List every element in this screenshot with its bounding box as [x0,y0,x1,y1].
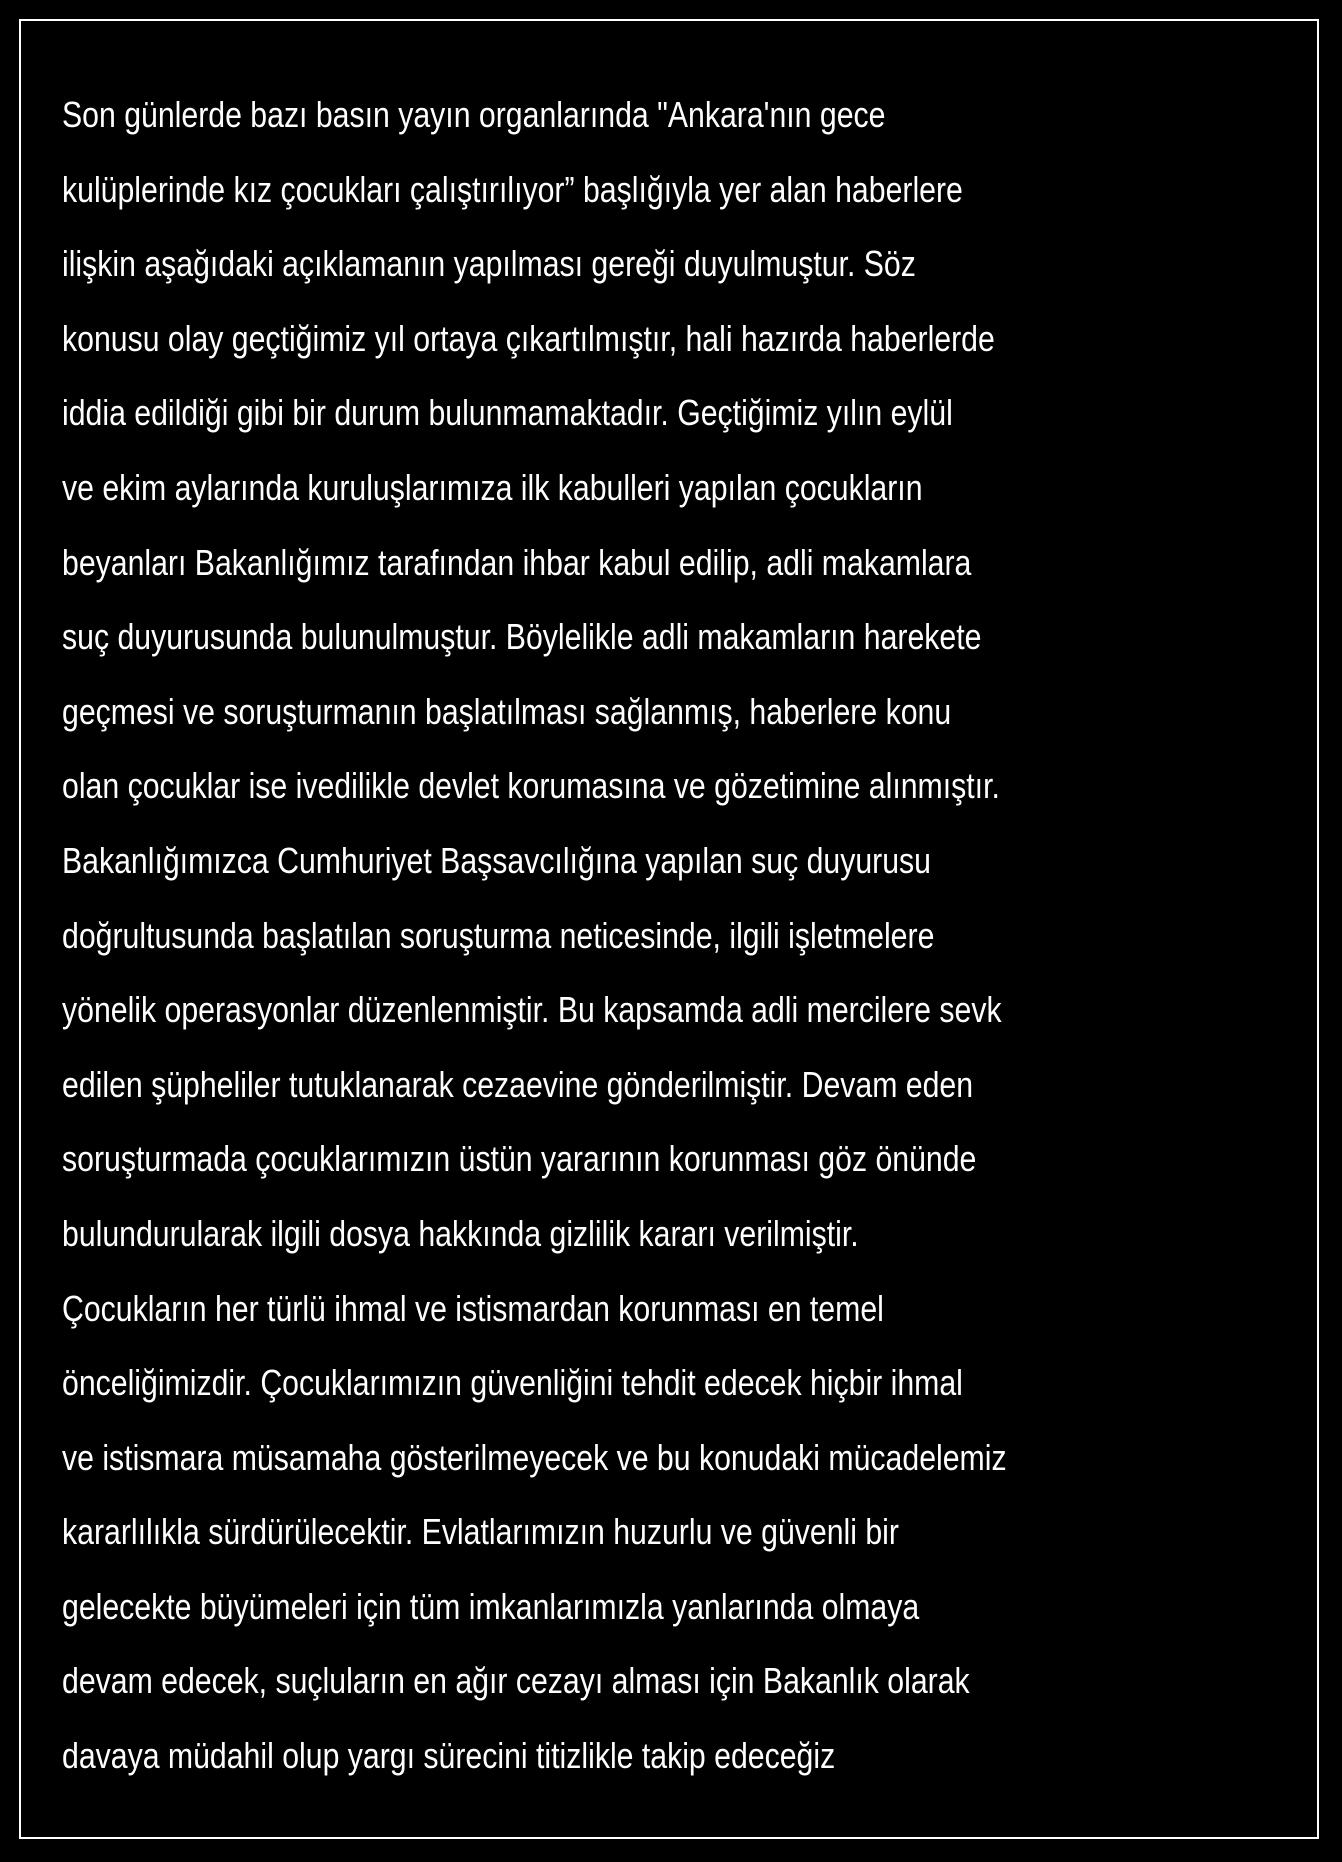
statement-line: suç duyurusunda bulunulmuştur. Böylelikle adli makamların harekete [62,616,982,658]
statement-line: kulüplerinde kız çocukları çalıştırılıyor” başlığıyla yer alan haberlere [62,168,963,210]
statement-line: doğrultusunda başlatılan soruşturma neticesinde, ilgili işletmelere [62,914,935,956]
statement-line: devam edecek, suçluların en ağır cezayı alması için Bakanlık olarak [62,1660,970,1702]
statement-line: soruşturmada çocuklarımızın üstün yararının korunması göz önünde [62,1138,977,1180]
statement-line: ilişkin aşağıdaki açıklamanın yapılması gereği duyulmuştur. Söz [62,243,916,285]
statement-line: geçmesi ve soruşturmanın başlatılması sağlanmış, haberlere konu [62,690,952,732]
statement-line: olan çocuklar ise ivedilikle devlet korumasına ve gözetimine alınmıştır. [62,765,1000,807]
statement-line: ve ekim aylarında kuruluşlarımıza ilk kabulleri yapılan çocukların [62,466,923,508]
statement-text [62,78,1104,1794]
statement-line: davaya müdahil olup yargı sürecini titizlikle takip edeceğiz [62,1735,836,1777]
statement-line: Bakanlığımızca Cumhuriyet Başsavcılığına yapılan suç duyurusu [62,839,931,881]
statement-line: gelecekte büyümeleri için tüm imkanlarımızla yanlarında olmaya [62,1585,920,1627]
statement-line: beyanları Bakanlığımız tarafından ihbar kabul edilip, adli makamlara [62,541,972,583]
statement-line: önceliğimizdir. Çocuklarımızın güvenliğini tehdit edecek hiçbir ihmal [62,1362,963,1404]
statement-line: bulundurularak ilgili dosya hakkında gizlilik kararı verilmiştir. [62,1212,859,1254]
statement-line: Çocukların her türlü ihmal ve istismardan korunması en temel [62,1287,884,1329]
statement-line: ve istismara müsamaha gösterilmeyecek ve bu konudaki mücadelemiz [62,1436,1007,1478]
statement-line: Son günlerde bazı basın yayın organlarında "Ankara'nın gece [62,94,886,135]
statement-line: yönelik operasyonlar düzenlenmiştir. Bu kapsamda adli mercilere sevk [62,989,1002,1031]
statement-line: iddia edildiği gibi bir durum bulunmamaktadır. Geçtiğimiz yılın eylül [62,392,953,434]
statement-line: edilen şüpheliler tutuklanarak cezaevine gönderilmiştir. Devam eden [62,1063,974,1105]
statement-line: konusu olay geçtiğimiz yıl ortaya çıkartılmıştır, hali hazırda haberlerde [62,317,995,359]
statement-line: kararlılıkla sürdürülecektir. Evlatlarımızın huzurlu ve güvenli bir [62,1511,899,1553]
